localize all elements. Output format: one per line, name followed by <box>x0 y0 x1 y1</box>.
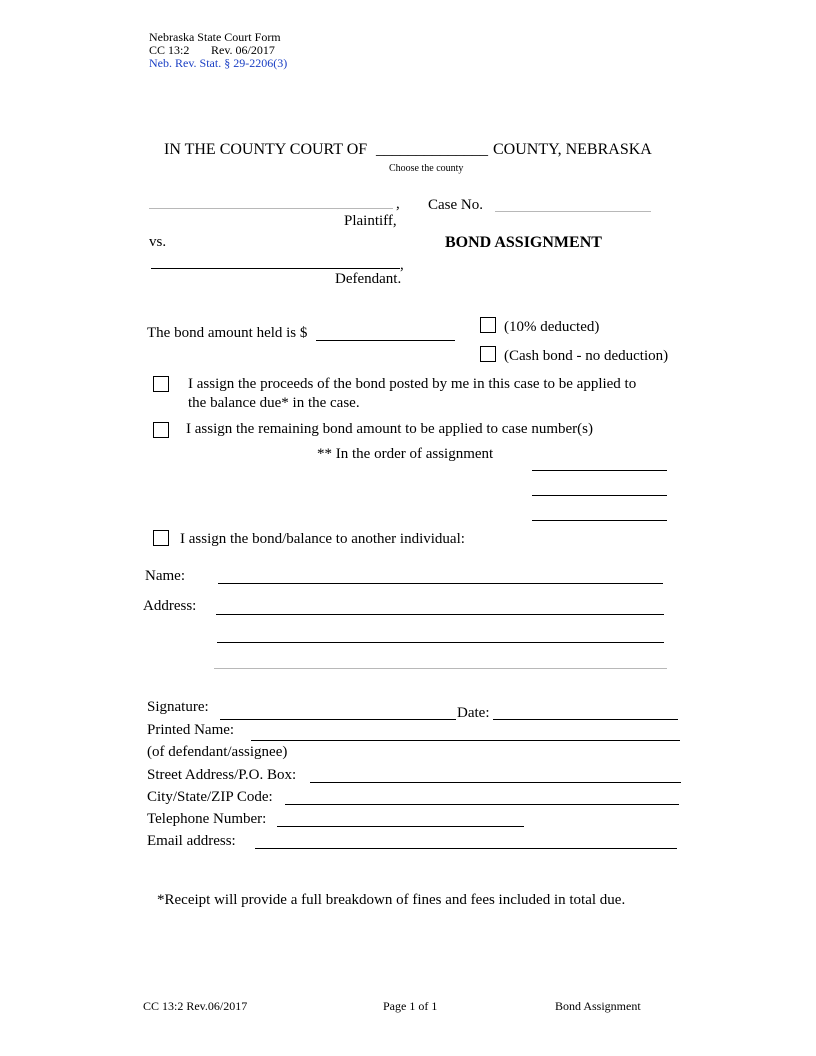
case-no-field[interactable] <box>495 211 651 212</box>
statute-link[interactable]: Neb. Rev. Stat. § 29-2206(3) <box>149 56 288 70</box>
case-number-field-1[interactable] <box>532 470 667 471</box>
form-name: Nebraska State Court Form <box>149 30 281 44</box>
assign-other-cases-label: I assign the remaining bond amount to be applied to case number(s) <box>186 421 593 437</box>
cash-bond-label: (Cash bond - no deduction) <box>504 348 669 364</box>
footer-page: Page 1 of 1 <box>383 999 438 1013</box>
defendant-label: Defendant. <box>335 271 402 287</box>
assign-this-case-label-2: the balance due* in the case. <box>188 395 360 411</box>
address-field-2[interactable] <box>217 642 664 643</box>
county-hint: Choose the county <box>389 163 464 174</box>
footer-right: Bond Assignment <box>555 999 641 1013</box>
printed-name-field[interactable] <box>251 740 680 741</box>
signature-label: Signature: <box>147 699 209 715</box>
street-field[interactable] <box>310 782 681 783</box>
bond-amount-label: The bond amount held is $ <box>147 325 308 341</box>
assign-individual-label: I assign the bond/balance to another individual: <box>180 531 465 547</box>
address-field-3[interactable] <box>214 668 667 669</box>
assign-other-cases-checkbox[interactable] <box>153 422 169 438</box>
address-field-1[interactable] <box>216 614 664 615</box>
phone-label: Telephone Number: <box>147 811 267 827</box>
form-revision: Rev. 06/2017 <box>211 43 275 57</box>
case-number-field-2[interactable] <box>532 495 667 496</box>
printed-name-note: (of defendant/assignee) <box>147 744 288 760</box>
assign-this-case-checkbox[interactable] <box>153 376 169 392</box>
email-field[interactable] <box>255 848 677 849</box>
city-label: City/State/ZIP Code: <box>147 789 273 805</box>
case-number-field-3[interactable] <box>532 520 667 521</box>
case-no-label: Case No. <box>428 197 483 213</box>
cash-bond-checkbox[interactable] <box>480 346 496 362</box>
form-code: CC 13:2 <box>149 43 190 57</box>
phone-field[interactable] <box>277 826 524 827</box>
ten-percent-checkbox[interactable] <box>480 317 496 333</box>
email-label: Email address: <box>147 833 236 849</box>
address-label: Address: <box>143 598 197 614</box>
plaintiff-label: Plaintiff, <box>344 213 397 229</box>
signature-field[interactable] <box>220 719 456 720</box>
plaintiff-comma: , <box>396 196 400 212</box>
ten-percent-label: (10% deducted) <box>504 319 600 335</box>
date-label: Date: <box>457 705 490 721</box>
footer-left: CC 13:2 Rev.06/2017 <box>143 999 248 1013</box>
document-title: BOND ASSIGNMENT <box>445 234 602 251</box>
street-label: Street Address/P.O. Box: <box>147 767 297 783</box>
name-field[interactable] <box>218 583 663 584</box>
defendant-field[interactable] <box>151 268 400 269</box>
assign-individual-checkbox[interactable] <box>153 530 169 546</box>
printed-name-label: Printed Name: <box>147 722 235 738</box>
city-field[interactable] <box>285 804 679 805</box>
name-label: Name: <box>145 568 185 584</box>
court-prefix: IN THE COUNTY COURT OF <box>164 141 368 158</box>
county-select[interactable]: ______________ <box>376 141 488 158</box>
order-of-assignment-note: ** In the order of assignment <box>317 446 494 462</box>
assign-this-case-label-1: I assign the proceeds of the bond posted by me in this case to be applied to <box>188 376 637 392</box>
receipt-footnote: *Receipt will provide a full breakdown of fines and fees included in total due. <box>157 892 626 908</box>
plaintiff-field[interactable] <box>149 208 393 209</box>
date-field[interactable] <box>493 719 678 720</box>
defendant-comma: , <box>400 257 404 273</box>
vs-label: vs. <box>149 234 167 250</box>
court-suffix: COUNTY, NEBRASKA <box>493 141 652 158</box>
bond-amount-field[interactable] <box>316 340 455 341</box>
